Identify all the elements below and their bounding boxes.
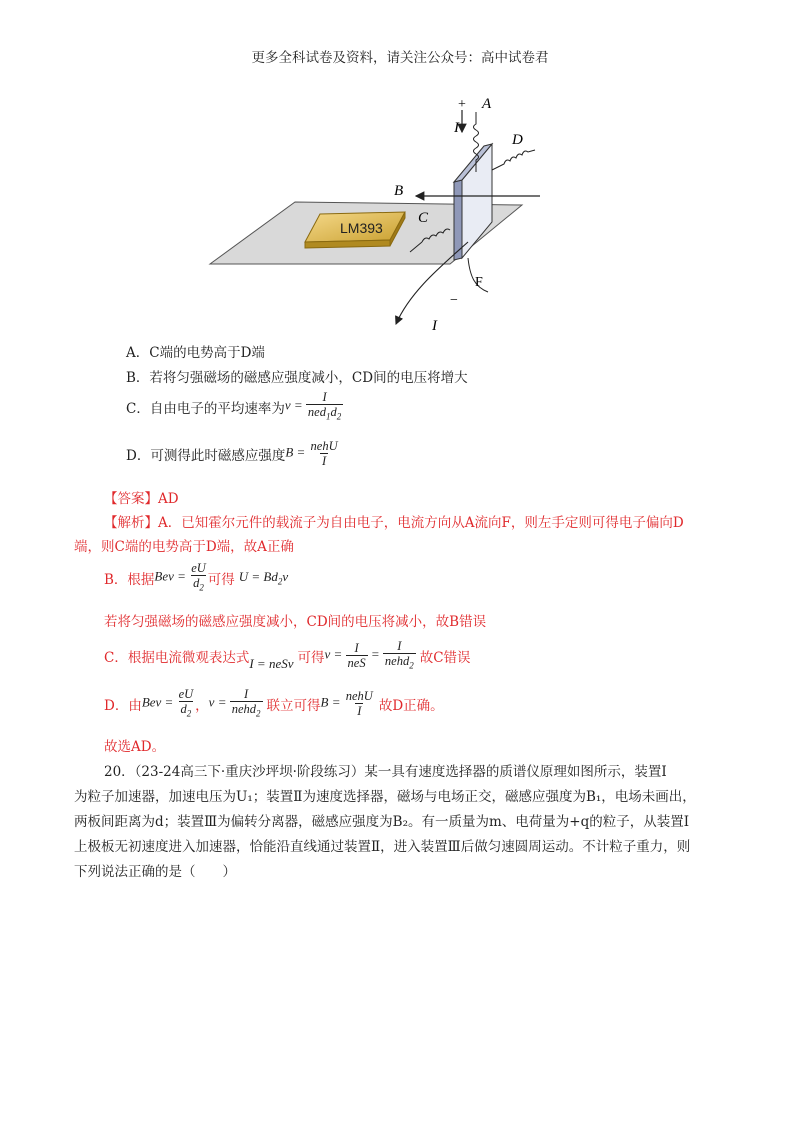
analysis-c-prefix: C．根据电流微观表达式 [104, 649, 250, 666]
analysis-label: 【解析】 [104, 515, 158, 531]
option-c [126, 390, 343, 424]
label-plus: + [458, 97, 466, 112]
analysis-b-formula2: $U = Bd_2v$ [238, 568, 289, 587]
analysis-line1 [104, 511, 684, 531]
analysis-d-formula1: Bev = $\frac{eU}{d_2}$ [141, 687, 194, 719]
label-c: C [418, 210, 429, 226]
analysis-d-mid: 联立可得 [266, 697, 321, 714]
answer-line [104, 487, 179, 507]
label-b: B [394, 183, 404, 199]
coil-d [492, 150, 535, 170]
analysis-b [104, 561, 288, 595]
analysis-conclusion: 故选AD。 [104, 739, 166, 755]
question20-line2: 为粒子加速器，加速电压为U₁；装置Ⅱ为速度选择器，磁场与电场正交，磁感应强度为B₁，电场未画出， [74, 789, 696, 805]
chip-label: LM393 [340, 220, 383, 236]
hall-effect-figure [200, 92, 560, 337]
analysis-b-mid: 可得 [207, 571, 235, 588]
option-d-text: D．可测得此时磁感应强度 [126, 447, 286, 464]
analysis-d-prefix: D．由 [104, 697, 142, 714]
analysis-line2: 端，则C端的电势高于D端，故A正确 [74, 539, 294, 555]
answer-value: AD [158, 491, 179, 507]
analysis-a-text: A．已知霍尔元件的载流子为自由电子，电流方向从A流向F，则左手定则可得电子偏向D [158, 515, 684, 531]
option-d [126, 439, 340, 468]
analysis-b-line2: 若将匀强磁场的磁感应强度减小，CD间的电压将减小，故B错误 [104, 614, 487, 630]
option-c-text: C．自由电子的平均速率为 [126, 400, 285, 417]
answer-label: 【答案】 [104, 491, 158, 507]
analysis-c-formula1: I = neSv [249, 655, 294, 671]
label-f: F [475, 275, 483, 290]
analysis-d-formula3: B = $\frac{\text{nehU}}{I}$ [320, 689, 373, 719]
analysis-c-mid: 可得 [297, 649, 325, 666]
question20-line3: 两板间距离为d；装置Ⅲ为偏转分离器，磁感应强度为B₂。有一质量为m、电荷量为+q的粒子，从装置Ⅰ [74, 814, 690, 830]
analysis-c-formula2: v = $\frac{I}{\text{neS}}$ = $\frac{I}{nehd_2}$ [324, 639, 414, 671]
analysis-d-suffix: 故D正确。 [378, 697, 444, 714]
analysis-c [104, 639, 471, 673]
analysis-d [104, 687, 444, 721]
label-a: A [482, 96, 492, 112]
question20-line5: 下列说法正确的是（ ） [74, 864, 236, 880]
chip-side [305, 240, 390, 248]
label-minus: − [450, 293, 458, 308]
analysis-d-formula2: v = $\frac{I}{nehd_2}$ [208, 687, 261, 719]
analysis-c-suffix: 故C错误 [419, 649, 471, 666]
option-b: B．若将匀强磁场的磁感应强度减小，CD间的电压将增大 [126, 370, 468, 386]
label-i-bottom: I [432, 318, 437, 334]
question20-line1: 20．（23-24高三下·重庆沙坪坝·阶段练习）某一具有速度选择器的质谱仪原理如图所示，装置Ⅰ [104, 764, 667, 780]
analysis-b-prefix: B．根据 [104, 571, 155, 588]
option-a: A．C端的电势高于D端 [126, 345, 265, 361]
label-i-top: I [454, 120, 459, 136]
option-c-formula: v = $\frac{I}{ned_1d_2}$ [284, 390, 342, 422]
question20-line4: 上极板无初速度进入加速器，恰能沿直线通过装置Ⅱ，进入装置Ⅲ后做匀速圆周运动。不计粒子重力，则 [74, 839, 691, 855]
label-d: D [512, 132, 523, 148]
analysis-d-comma: ， [195, 697, 209, 714]
analysis-b-formula1: Bev = $\frac{eU}{d_2}$ [154, 561, 206, 593]
page-header: 更多全科试卷及资料，请关注公众号：高中试卷君 [251, 50, 549, 66]
option-d-formula: B = $\frac{\text{nehU}}{I}$ [285, 439, 338, 468]
